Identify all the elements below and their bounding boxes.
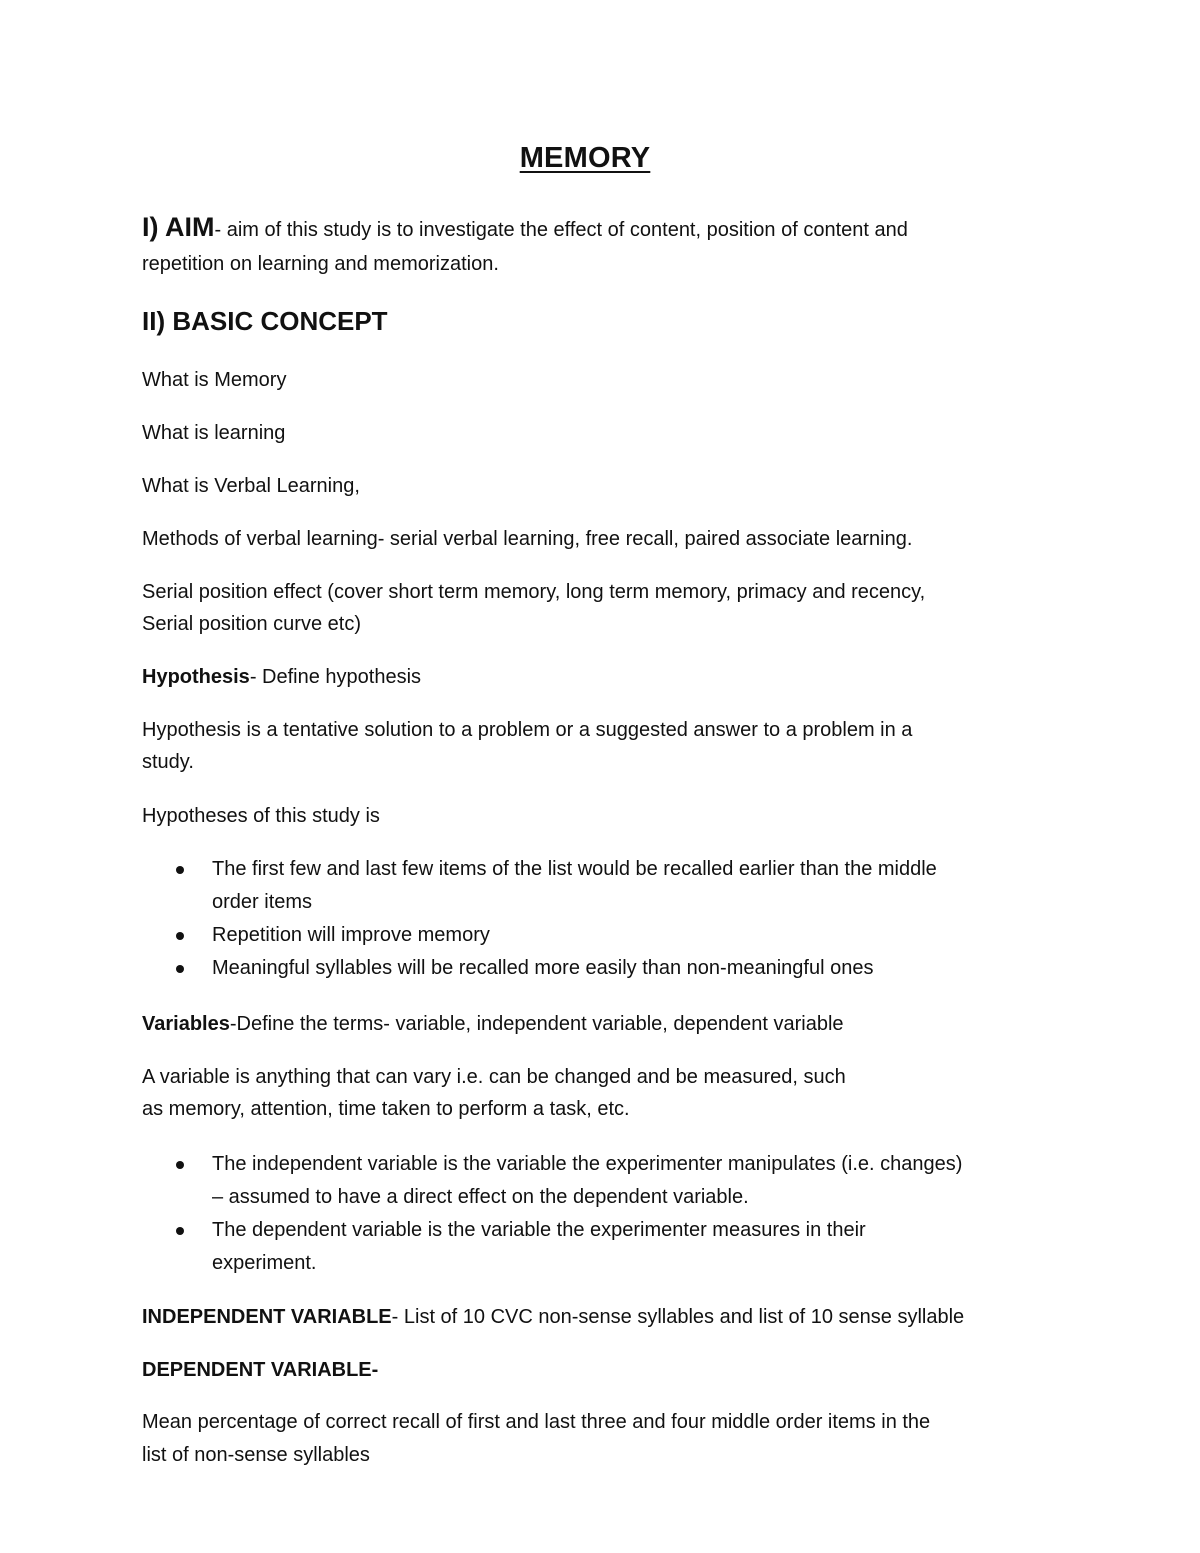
serial-position-line1: Serial position effect (cover short term memory, long term memory, primacy and recency, xyxy=(142,581,926,603)
dependent-variable-label: DEPENDENT VARIABLE xyxy=(142,1359,372,1381)
hypothesis-label-rest: - Define hypothesis xyxy=(249,666,422,688)
list-item xyxy=(172,1148,1042,1214)
list-item xyxy=(172,853,1042,919)
hypothesis-definition-line1: Hypothesis is a tentative solution to a problem or a suggested answer to a problem in a xyxy=(142,719,913,741)
list-item-line2: experiment. xyxy=(212,1252,317,1274)
independent-variable-label: INDEPENDENT VARIABLE xyxy=(142,1306,392,1328)
list-item-line1: Repetition will improve memory xyxy=(212,924,490,946)
list-item-line2: – assumed to have a direct effect on the dependent variable. xyxy=(212,1186,749,1208)
list-item xyxy=(172,919,1042,952)
bullet-icon xyxy=(176,932,184,940)
independent-variable-text: - List of 10 CVC non-sense syllables and list of 10 sense syllable xyxy=(391,1306,965,1328)
variables-heading xyxy=(142,1008,1032,1041)
dependent-variable-text-line2: list of non-sense syllables xyxy=(142,1444,370,1466)
variable-definition-line1: A variable is anything that can vary i.e. can be changed and be measured, such xyxy=(142,1066,846,1088)
concept-item: What is Verbal Learning, xyxy=(142,475,360,497)
page-title: MEMORY xyxy=(519,142,651,174)
list-item-line1: The first few and last few items of the list would be recalled earlier than the middle xyxy=(212,858,937,880)
independent-variable-paragraph xyxy=(142,1301,1032,1334)
dependent-variable-heading xyxy=(142,1354,1032,1387)
aim-text-line1: aim of this study is to investigate the effect of content, position of content and xyxy=(221,219,908,241)
bullet-icon xyxy=(176,1161,184,1169)
concept-item: Methods of verbal learning- serial verbal learning, free recall, paired associate learning. xyxy=(142,528,913,550)
concept-item: What is Memory xyxy=(142,369,287,391)
serial-position-line2: Serial position curve etc) xyxy=(142,613,361,635)
list-item-line1: Meaningful syllables will be recalled more easily than non-meaningful ones xyxy=(212,957,874,979)
hypotheses-intro: Hypotheses of this study is xyxy=(142,805,380,827)
variables-label-rest: -Define the terms- variable, independent variable, dependent variable xyxy=(229,1013,844,1035)
aim-label: I) AIM xyxy=(142,212,215,242)
list-item xyxy=(172,952,1042,985)
bullet-icon xyxy=(176,866,184,874)
list-item-line1: The independent variable is the variable the experimenter manipulates (i.e. changes) xyxy=(212,1153,963,1175)
hypothesis-label: Hypothesis xyxy=(142,666,250,688)
variable-definition-line2: as memory, attention, time taken to perform a task, etc. xyxy=(142,1098,630,1120)
variables-list xyxy=(172,1148,1042,1280)
bullet-icon xyxy=(176,965,184,973)
list-item xyxy=(172,1214,1042,1280)
list-item-line1: The dependent variable is the variable the experimenter measures in their xyxy=(212,1219,866,1241)
hypothesis-heading xyxy=(142,661,1032,694)
aim-text-line2: repetition on learning and memorization. xyxy=(142,253,499,275)
dependent-variable-text-line1: Mean percentage of correct recall of first and last three and four middle order items in the xyxy=(142,1411,931,1433)
bullet-icon xyxy=(176,1227,184,1235)
hypothesis-definition-line2: study. xyxy=(142,751,194,773)
dependent-variable-dash: - xyxy=(371,1359,379,1381)
list-item-line2: order items xyxy=(212,891,313,913)
aim-dash: - xyxy=(214,219,222,241)
basic-concept-heading: II) BASIC CONCEPT xyxy=(142,306,388,336)
aim-paragraph xyxy=(142,211,1032,247)
concept-item: What is learning xyxy=(142,422,286,444)
hypotheses-list xyxy=(172,853,1042,985)
variables-label: Variables xyxy=(142,1013,230,1035)
